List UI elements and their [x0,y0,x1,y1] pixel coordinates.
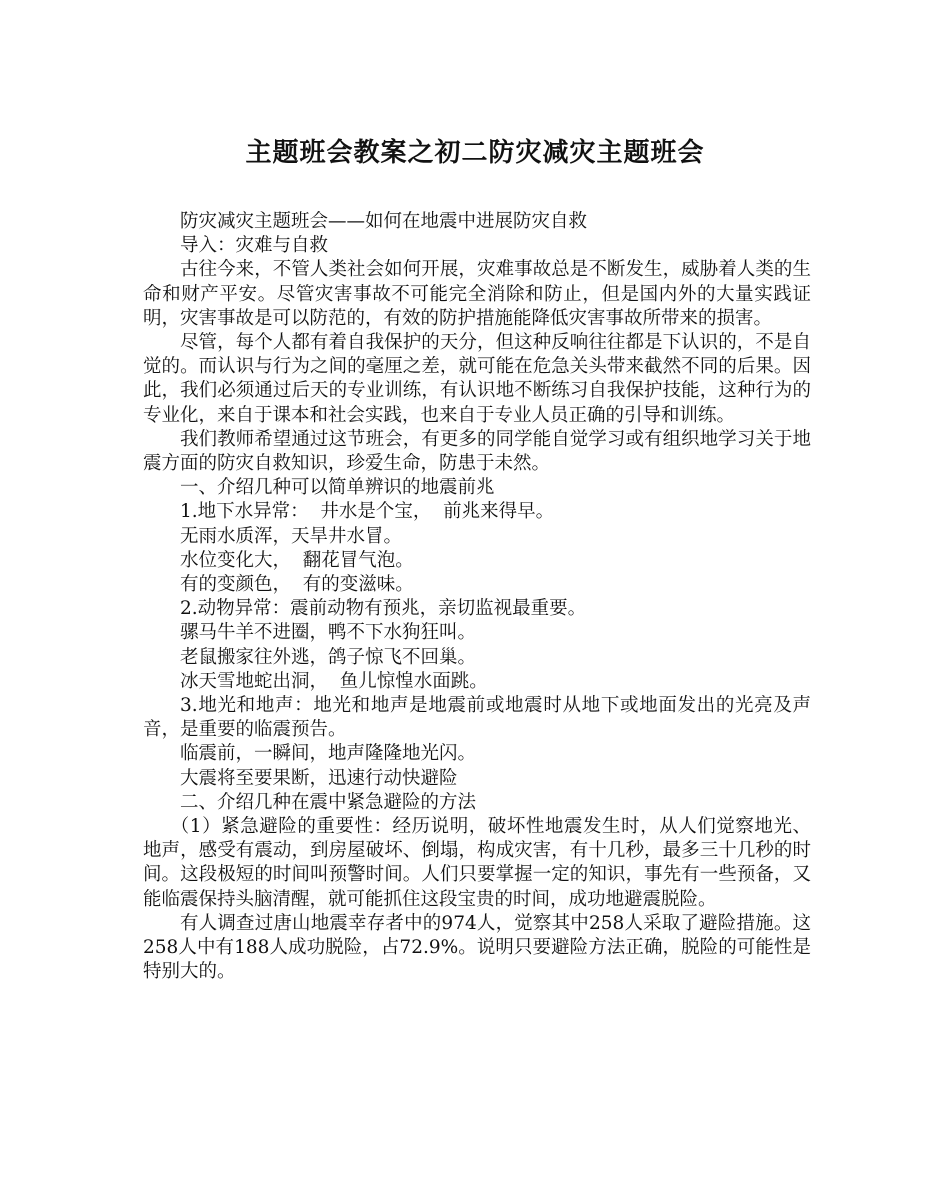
paragraph-subtitle: 防灾减灾主题班会——如何在地震中进展防灾自救 [180,211,588,232]
rhyme-line: 大震将至要果断，迅速行动快避险 [180,767,458,789]
paragraph: （1）紧急避险的重要性：经历说明，破坏性地震发生时，从人们觉察地光、地声，感受有震动，到房屋破坏、倒塌，构成灾害，有十几秒，最多三十几秒的时间。这段极短的时间叫预警时间。人们只要掌握一定的知识，事先有一些预备，又能临震保持头脑清醒，就可能抓住这段宝贵的时间，成功地避震脱险。 [143,816,811,910]
paragraph: 尽管，每个人都有着自我保护的天分，但这种反响往往都是下认识的，不是自觉的。而认识与行为之间的毫厘之差，就可能在危急关头带来截然不同的后果。因此，我们必须通过后天的专业训练，有认识地不断练习自我保护技能，这种行为的专业化，来自于课本和社会实践，也来自于专业人员正确的引导和训练。 [143,332,811,426]
paragraph: 古往今来，不管人类社会如何开展，灾难事故总是不断发生，威胁着人类的生命和财产平安。尽管灾害事故不可能完全消除和防止，但是国内外的大量实践证明，灾害事故是可以防范的，有效的防护措施能降低灾害事故所带来的损害。 [143,259,811,329]
list-item: 1.地下水异常： 井水是个宝， 前兆来得早。 [180,501,555,523]
rhyme-line: 有的变颜色， 有的变滋味。 [180,574,414,596]
paragraph: 有人调查过唐山地震幸存者中的974人，觉察其中258人采取了避险措施。这258人中有188人成功脱险，占72.9%。说明只要避险方法正确，脱险的可能性是特别大的。 [143,912,811,983]
rhyme-line: 老鼠搬家往外逃，鸽子惊飞不回巢。 [180,646,477,668]
paragraph: 我们教师希望通过这节班会，有更多的同学能自觉学习或有组织地学习关于地震方面的防灾自救知识，珍爱生命，防患于未然。 [143,428,811,475]
paragraph-intro-heading: 导入：灾难与自救 [180,235,329,257]
document-body [143,210,811,985]
document-title: 主题班会教案之初二防灾减灾主题班会 [245,138,705,168]
section-heading: 二、介绍几种在震中紧急避险的方法 [180,791,477,813]
rhyme-line: 骡马牛羊不进圈，鸭不下水狗狂叫。 [180,622,477,644]
section-heading: 一、介绍几种可以简单辨识的地震前兆 [180,477,495,499]
rhyme-line: 无雨水质浑，天旱井水冒。 [180,525,403,547]
rhyme-line: 临震前，一瞬间，地声隆隆地光闪。 [180,743,477,765]
list-item: 3.地光和地声：地光和地声是地震前或地震时从地下或地面发出的光亮及声音，是重要的临震预告。 [143,695,811,741]
rhyme-line: 水位变化大， 翻花冒气泡。 [180,549,414,571]
list-item: 2.动物异常：震前动物有预兆，亲切监视最重要。 [180,598,587,620]
rhyme-line: 冰天雪地蛇出洞， 鱼儿惊惶水面跳。 [180,670,488,692]
